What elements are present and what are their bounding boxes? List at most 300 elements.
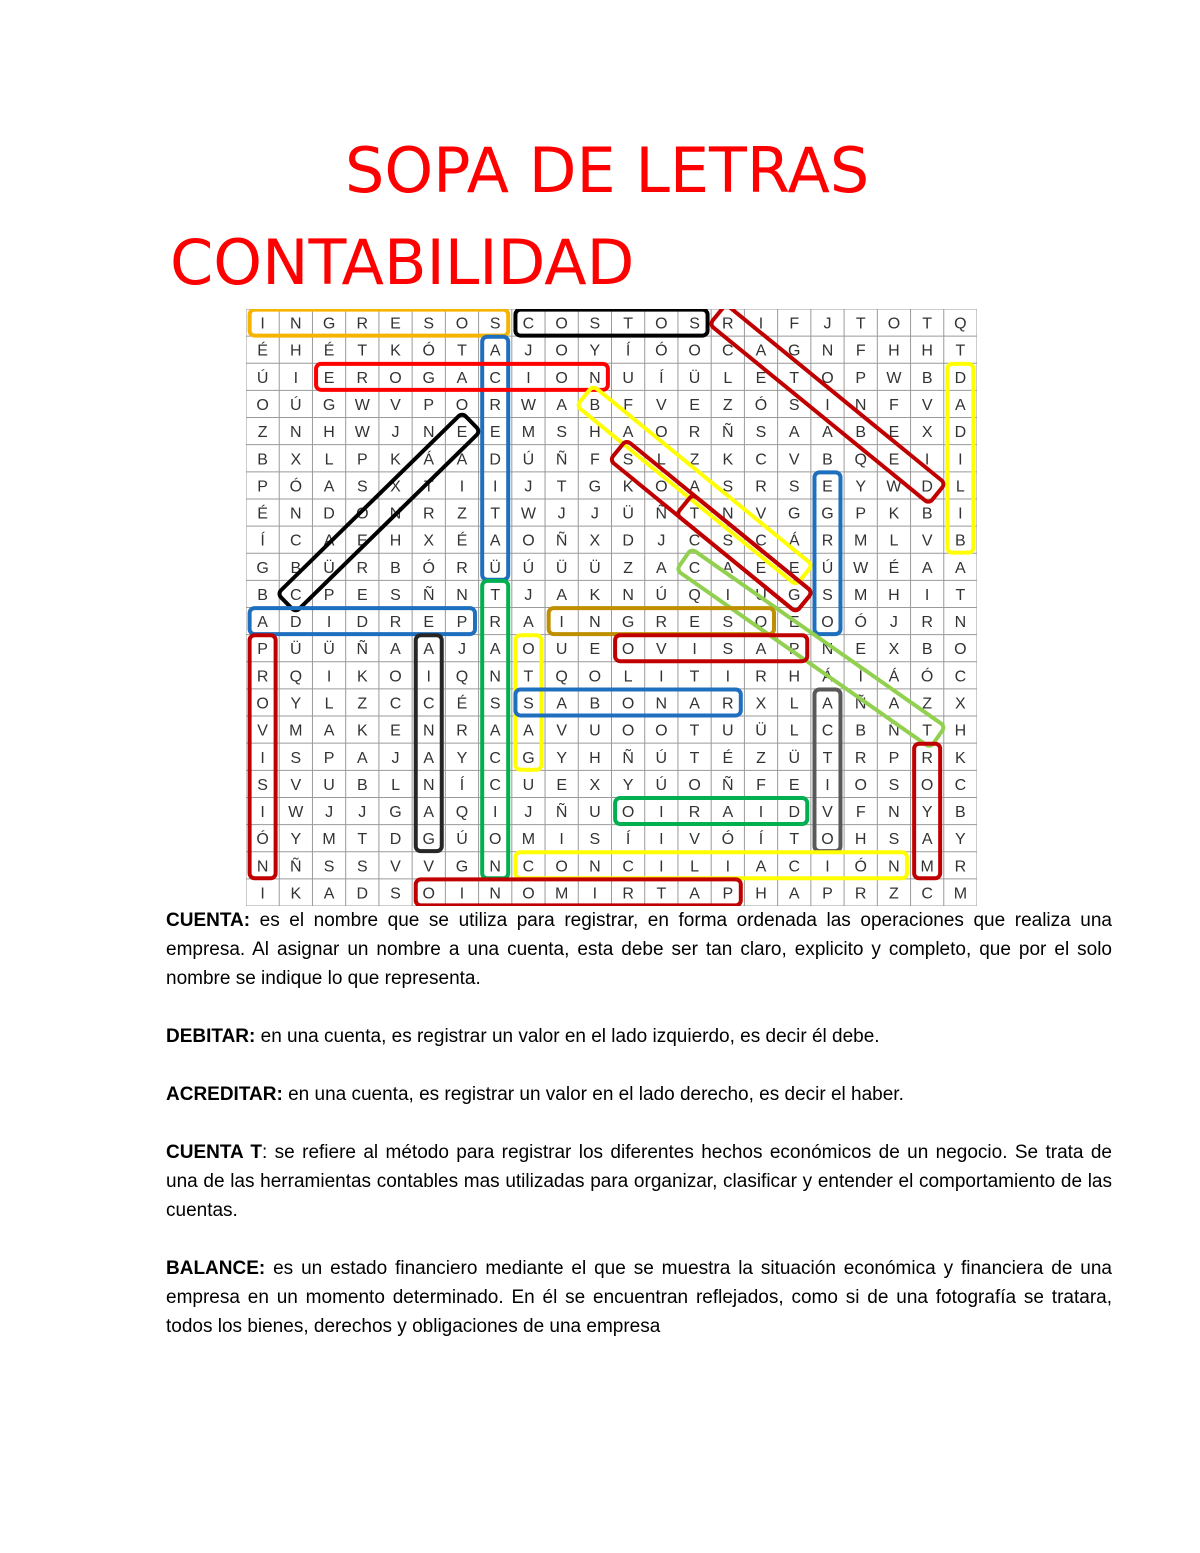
- grid-letter: Z: [623, 559, 634, 577]
- grid-letter: B: [955, 532, 966, 550]
- grid-letter: S: [390, 586, 401, 604]
- grid-letter: É: [456, 532, 468, 550]
- grid-letter: A: [423, 804, 435, 822]
- grid-letter: U: [589, 722, 601, 740]
- grid-letter: E: [689, 396, 700, 414]
- grid-letter: Ú: [522, 451, 535, 469]
- grid-letter: S: [423, 315, 435, 333]
- grid-letter: S: [589, 831, 601, 849]
- grid-letter: Ó: [754, 396, 768, 414]
- grid-letter: E: [755, 369, 767, 387]
- grid-letter: A: [489, 532, 501, 550]
- grid-letter: B: [257, 451, 268, 469]
- grid-letter: O: [256, 396, 269, 414]
- grid-letter: S: [323, 858, 335, 876]
- grid-letter: I: [559, 831, 564, 849]
- grid-letter: L: [789, 722, 799, 740]
- grid-letter: I: [725, 668, 731, 686]
- grid-letter: O: [621, 641, 635, 659]
- grid-letter: R: [722, 695, 734, 713]
- definition-text: en una cuenta, es registrar un valor en el lado izquierdo, es decir él debe.: [255, 1026, 880, 1047]
- grid-letter: X: [290, 451, 302, 469]
- grid-letter: A: [423, 749, 435, 767]
- grid-letter: D: [622, 532, 634, 550]
- grid-letter: A: [888, 695, 900, 713]
- grid-letter: A: [822, 695, 833, 713]
- definitions-list: [166, 906, 1112, 1370]
- grid-letter: I: [326, 614, 332, 632]
- grid-letter: R: [356, 369, 369, 387]
- grid-letter: W: [886, 369, 902, 387]
- definition-text: es un estado financiero mediante el que se muestra la situación económica y financiera de una empresa en un momento determinado. En él se encuentran reflejados, como si de una fotografía se tratara, todos los bienes, derechos y obligaciones de una empresa: [166, 1258, 1112, 1337]
- grid-letter: Ñ: [422, 586, 435, 604]
- grid-letter: Ñ: [555, 804, 568, 822]
- grid-letter: I: [825, 396, 830, 414]
- grid-letter: Á: [822, 668, 833, 686]
- grid-letter: N: [888, 858, 900, 876]
- grid-letter: M: [920, 858, 934, 876]
- grid-letter: I: [293, 369, 299, 387]
- grid-letter: P: [323, 749, 335, 767]
- grid-letter: L: [889, 532, 899, 550]
- grid-letter: Y: [955, 831, 966, 849]
- grid-letter: C: [722, 342, 734, 360]
- grid-letter: T: [623, 315, 634, 333]
- grid-letter: N: [589, 369, 601, 387]
- grid-letter: U: [622, 369, 634, 387]
- grid-letter: L: [690, 858, 700, 876]
- grid-letter: N: [954, 614, 967, 632]
- word-search-grid: [246, 309, 977, 906]
- grid-letter: N: [622, 586, 634, 604]
- grid-letter: A: [523, 614, 534, 632]
- grid-letter: J: [391, 424, 400, 442]
- grid-letter: Ñ: [290, 858, 302, 876]
- grid-letter: V: [556, 722, 567, 740]
- grid-letter: C: [688, 559, 701, 577]
- grid-letter: N: [888, 804, 900, 822]
- grid-letter: A: [722, 559, 734, 577]
- grid-letter: É: [888, 559, 900, 577]
- grid-letter: Y: [290, 695, 302, 713]
- grid-letter: L: [789, 695, 799, 713]
- grid-letter: L: [391, 776, 400, 794]
- grid-letter: M: [322, 831, 336, 849]
- grid-letter: A: [323, 722, 335, 740]
- page-subtitle: CONTABILIDAD: [170, 226, 635, 299]
- grid-letter: T: [490, 586, 501, 604]
- grid-letter: P: [423, 396, 435, 414]
- grid-letter: E: [788, 614, 800, 632]
- grid-letter: P: [456, 614, 468, 632]
- grid-letter: B: [390, 559, 401, 577]
- grid-letter: Ó: [422, 342, 435, 360]
- grid-letter: C: [788, 858, 801, 876]
- grid-letter: Ú: [821, 559, 834, 577]
- grid-letter: H: [755, 885, 767, 903]
- grid-letter: W: [886, 478, 902, 496]
- grid-letter: D: [389, 831, 402, 849]
- grid-letter: R: [722, 315, 734, 333]
- grid-letter: R: [688, 424, 701, 442]
- grid-letter: C: [755, 532, 767, 550]
- grid-letter: S: [888, 776, 900, 794]
- grid-letter: N: [655, 695, 668, 713]
- grid-letter: O: [621, 695, 635, 713]
- grid-letter: P: [323, 586, 335, 604]
- grid-letter: O: [522, 532, 535, 550]
- grid-letter: E: [423, 614, 435, 632]
- grid-letter: H: [954, 722, 967, 740]
- grid-letter: X: [423, 532, 435, 550]
- grid-letter: O: [821, 614, 834, 632]
- grid-letter: É: [456, 695, 468, 713]
- grid-letter: I: [459, 478, 465, 496]
- grid-letter: O: [821, 369, 834, 387]
- grid-letter: I: [924, 586, 930, 604]
- grid-letter: C: [522, 315, 535, 333]
- grid-letter: F: [889, 396, 899, 414]
- grid-letter: A: [556, 586, 567, 604]
- grid-letter: E: [589, 641, 601, 659]
- grid-letter: A: [755, 858, 767, 876]
- grid-letter: B: [855, 722, 867, 740]
- grid-letter: I: [492, 804, 498, 822]
- grid-letter: I: [260, 885, 265, 903]
- grid-letter: H: [888, 586, 900, 604]
- grid-letter: E: [888, 424, 900, 442]
- grid-letter: C: [389, 695, 402, 713]
- grid-letter: S: [755, 424, 767, 442]
- grid-letter: O: [588, 668, 602, 686]
- grid-letter: R: [854, 749, 867, 767]
- grid-letter: I: [492, 478, 498, 496]
- grid-letter: A: [788, 424, 800, 442]
- grid-letter: S: [523, 695, 534, 713]
- grid-letter: B: [955, 804, 966, 822]
- grid-letter: N: [389, 505, 402, 523]
- grid-letter: Z: [922, 695, 933, 713]
- grid-letter: I: [459, 885, 465, 903]
- grid-letter: N: [821, 342, 834, 360]
- grid-letter: B: [921, 641, 933, 659]
- grid-letter: E: [888, 451, 900, 469]
- grid-letter: D: [954, 369, 967, 387]
- grid-letter: Z: [756, 749, 766, 767]
- grid-letter: B: [855, 424, 867, 442]
- grid-letter: R: [954, 858, 967, 876]
- grid-letter: O: [920, 776, 934, 794]
- definition-text: es el nombre que se utiliza para registrar, en forma ordenada las operaciones que realiza una empresa. Al asignar un nombre a una cuenta, esta debe ser tan claro, explicito y completo, que por el solo nombre se indique lo que representa.: [166, 910, 1112, 989]
- grid-letter: Ü: [788, 749, 801, 767]
- grid-letter: Z: [457, 505, 467, 523]
- grid-letter: Ó: [854, 614, 867, 632]
- grid-letter: N: [489, 858, 501, 876]
- grid-letter: O: [455, 315, 469, 333]
- grid-letter: T: [357, 342, 368, 360]
- grid-letter: Ó: [655, 342, 668, 360]
- grid-letter: G: [522, 749, 535, 767]
- grid-letter: Q: [555, 668, 568, 686]
- grid-letter: A: [323, 532, 335, 550]
- grid-letter: F: [855, 342, 866, 360]
- grid-letter: Y: [589, 342, 601, 360]
- grid-letter: Y: [556, 749, 567, 767]
- grid-letter: V: [290, 776, 302, 794]
- grid-letter: G: [588, 478, 602, 496]
- grid-letter: Ñ: [655, 505, 668, 523]
- grid-letter: V: [921, 396, 933, 414]
- grid-letter: R: [755, 478, 767, 496]
- grid-letter: A: [656, 559, 667, 577]
- grid-letter: I: [659, 668, 664, 686]
- grid-letter: S: [788, 478, 800, 496]
- grid-letter: V: [423, 858, 435, 876]
- grid-letter: P: [822, 885, 833, 903]
- grid-letter: B: [921, 505, 933, 523]
- grid-letter: M: [854, 586, 868, 604]
- grid-letter: Ñ: [888, 722, 900, 740]
- page-title: SOPA DE LETRAS: [345, 134, 870, 207]
- grid-letter: X: [755, 695, 767, 713]
- grid-letter: I: [260, 749, 265, 767]
- grid-letter: O: [522, 641, 535, 659]
- grid-letter: E: [356, 532, 368, 550]
- grid-letter: X: [921, 424, 933, 442]
- grid-letter: H: [888, 342, 900, 360]
- grid-letter: S: [356, 478, 368, 496]
- grid-letter: Z: [257, 424, 268, 442]
- grid-letter: S: [489, 315, 501, 333]
- grid-letter: G: [788, 586, 801, 604]
- definition-item: [166, 906, 1112, 993]
- grid-letter: X: [589, 776, 601, 794]
- grid-letter: Ú: [290, 396, 302, 414]
- grid-letter: É: [323, 342, 335, 360]
- grid-letter: T: [955, 342, 966, 360]
- grid-letter: A: [489, 342, 501, 360]
- grid-letter: S: [290, 749, 302, 767]
- grid-letter: J: [524, 804, 533, 822]
- grid-letter: J: [557, 505, 566, 523]
- grid-letter: Y: [456, 749, 468, 767]
- definition-item: [166, 1254, 1112, 1341]
- grid-letter: Ñ: [722, 776, 734, 794]
- grid-letter: Ü: [555, 559, 568, 577]
- grid-letter: R: [688, 804, 701, 822]
- grid-letter: L: [955, 478, 965, 496]
- grid-letter: E: [356, 586, 368, 604]
- grid-letter: N: [422, 776, 435, 794]
- grid-letter: Ü: [755, 722, 767, 740]
- grid-letter: Ó: [422, 559, 435, 577]
- grid-letter: N: [290, 315, 302, 333]
- grid-letter: H: [589, 749, 601, 767]
- grid-letter: Ñ: [854, 695, 867, 713]
- grid-letter: W: [288, 804, 304, 822]
- grid-letter: O: [754, 614, 768, 632]
- grid-letter: N: [489, 668, 501, 686]
- grid-letter: N: [489, 885, 501, 903]
- grid-letter: B: [822, 451, 833, 469]
- grid-letter: A: [755, 342, 767, 360]
- grid-letter: V: [390, 858, 401, 876]
- grid-letter: Ü: [622, 505, 634, 523]
- grid-letter: I: [725, 586, 731, 604]
- grid-letter: J: [889, 614, 898, 632]
- grid-letter: V: [689, 831, 700, 849]
- grid-letter: D: [290, 614, 302, 632]
- grid-letter: C: [688, 532, 701, 550]
- grid-letter: Z: [689, 451, 700, 469]
- grid-letter: X: [955, 695, 966, 713]
- grid-letter: F: [756, 776, 766, 794]
- grid-letter: B: [257, 586, 268, 604]
- definition-text: : se refiere al método para registrar los diferentes hechos económicos de un negocio. Se trata de una de las herramientas contables mas utilizadas para organizar, clasificar y entender el comportamiento de las cuentas.: [166, 1142, 1112, 1221]
- grid-letter: V: [755, 505, 767, 523]
- grid-letter: S: [722, 478, 734, 496]
- grid-letter: Í: [758, 831, 764, 849]
- grid-letter: I: [659, 858, 664, 876]
- grid-letter: G: [389, 804, 402, 822]
- grid-letter: É: [257, 342, 268, 360]
- grid-letter: Ó: [920, 668, 934, 686]
- grid-letter: Ó: [721, 831, 735, 849]
- grid-letter: S: [356, 858, 368, 876]
- grid-letter: P: [257, 478, 268, 496]
- grid-letter: É: [722, 749, 734, 767]
- grid-letter: B: [356, 776, 368, 794]
- grid-letter: E: [788, 559, 800, 577]
- grid-letter: T: [656, 885, 667, 903]
- grid-letter: Ú: [655, 749, 668, 767]
- grid-letter: A: [689, 478, 700, 496]
- grid-letter: P: [788, 641, 800, 659]
- grid-letter: I: [958, 505, 963, 523]
- grid-letter: A: [689, 695, 700, 713]
- grid-letter: T: [689, 749, 700, 767]
- grid-letter: I: [692, 641, 697, 659]
- grid-letter: O: [555, 315, 568, 333]
- grid-letter: I: [426, 668, 431, 686]
- grid-letter: Ü: [323, 641, 335, 659]
- grid-letter: T: [789, 831, 800, 849]
- grid-letter: Ó: [854, 858, 867, 876]
- grid-letter: K: [356, 722, 368, 740]
- grid-letter: Ó: [289, 478, 303, 496]
- grid-letter: L: [623, 668, 633, 686]
- grid-letter: Ñ: [356, 641, 369, 659]
- grid-letter: J: [457, 641, 466, 659]
- grid-letter: M: [554, 885, 569, 903]
- grid-letter: T: [789, 369, 800, 387]
- grid-letter: Ü: [589, 559, 601, 577]
- grid-letter: S: [556, 424, 567, 442]
- grid-letter: L: [656, 451, 666, 469]
- grid-letter: R: [622, 885, 634, 903]
- grid-letter: Q: [289, 668, 303, 686]
- grid-letter: E: [489, 424, 501, 442]
- grid-letter: O: [621, 722, 635, 740]
- grid-letter: H: [290, 342, 302, 360]
- grid-letter: K: [888, 505, 900, 523]
- grid-letter: W: [354, 424, 370, 442]
- grid-letter: T: [922, 315, 933, 333]
- grid-letter: X: [888, 641, 900, 659]
- grid-letter: O: [854, 776, 867, 794]
- grid-letter: E: [390, 722, 401, 740]
- grid-letter: K: [955, 749, 966, 767]
- grid-letter: R: [655, 614, 668, 632]
- grid-letter: E: [556, 776, 567, 794]
- grid-letter: H: [589, 424, 601, 442]
- grid-letter: G: [322, 315, 336, 333]
- grid-letter: Í: [659, 369, 664, 387]
- grid-letter: Z: [889, 885, 899, 903]
- grid-letter: D: [356, 614, 369, 632]
- grid-svg: [246, 309, 977, 906]
- grid-letter: Q: [954, 315, 967, 333]
- grid-letter: T: [689, 722, 700, 740]
- grid-letter: Í: [625, 831, 631, 849]
- grid-letter: Y: [855, 478, 867, 496]
- grid-letter: N: [256, 858, 269, 876]
- grid-letter: E: [788, 776, 800, 794]
- grid-letter: R: [356, 559, 369, 577]
- grid-letter: J: [325, 804, 334, 822]
- grid-letter: R: [489, 614, 501, 632]
- grid-letter: J: [524, 586, 533, 604]
- grid-letter: O: [954, 641, 967, 659]
- grid-letter: K: [290, 885, 302, 903]
- grid-letter: C: [821, 722, 834, 740]
- grid-letter: C: [422, 695, 435, 713]
- grid-letter: S: [722, 532, 734, 550]
- grid-letter: V: [788, 451, 800, 469]
- grid-letter: Á: [888, 668, 900, 686]
- grid-letter: A: [456, 369, 468, 387]
- grid-letter: K: [356, 668, 368, 686]
- grid-letter: B: [589, 396, 601, 414]
- grid-letter: Z: [722, 396, 733, 414]
- grid-letter: K: [390, 451, 401, 469]
- grid-letter: N: [589, 858, 601, 876]
- grid-letter: H: [389, 532, 402, 550]
- grid-letter: M: [289, 722, 303, 740]
- definition-term: DEBITAR:: [166, 1026, 256, 1047]
- grid-letter: I: [758, 804, 764, 822]
- grid-letter: S: [788, 396, 800, 414]
- grid-letter: Y: [622, 776, 634, 794]
- grid-letter: W: [853, 559, 869, 577]
- grid-letter: U: [755, 586, 767, 604]
- grid-letter: T: [922, 722, 933, 740]
- grid-letter: R: [489, 396, 501, 414]
- grid-letter: Á: [423, 451, 435, 469]
- grid-letter: V: [390, 396, 401, 414]
- grid-letter: Ñ: [722, 424, 734, 442]
- grid-letter: Ú: [256, 369, 269, 387]
- grid-letter: K: [722, 451, 734, 469]
- grid-letter: E: [323, 369, 335, 387]
- grid-letter: C: [290, 532, 302, 550]
- grid-letter: C: [755, 451, 767, 469]
- grid-letter: V: [257, 722, 268, 740]
- grid-letter: R: [456, 722, 468, 740]
- grid-letter: F: [589, 451, 600, 469]
- grid-letter: O: [621, 804, 635, 822]
- grid-letter: A: [523, 722, 534, 740]
